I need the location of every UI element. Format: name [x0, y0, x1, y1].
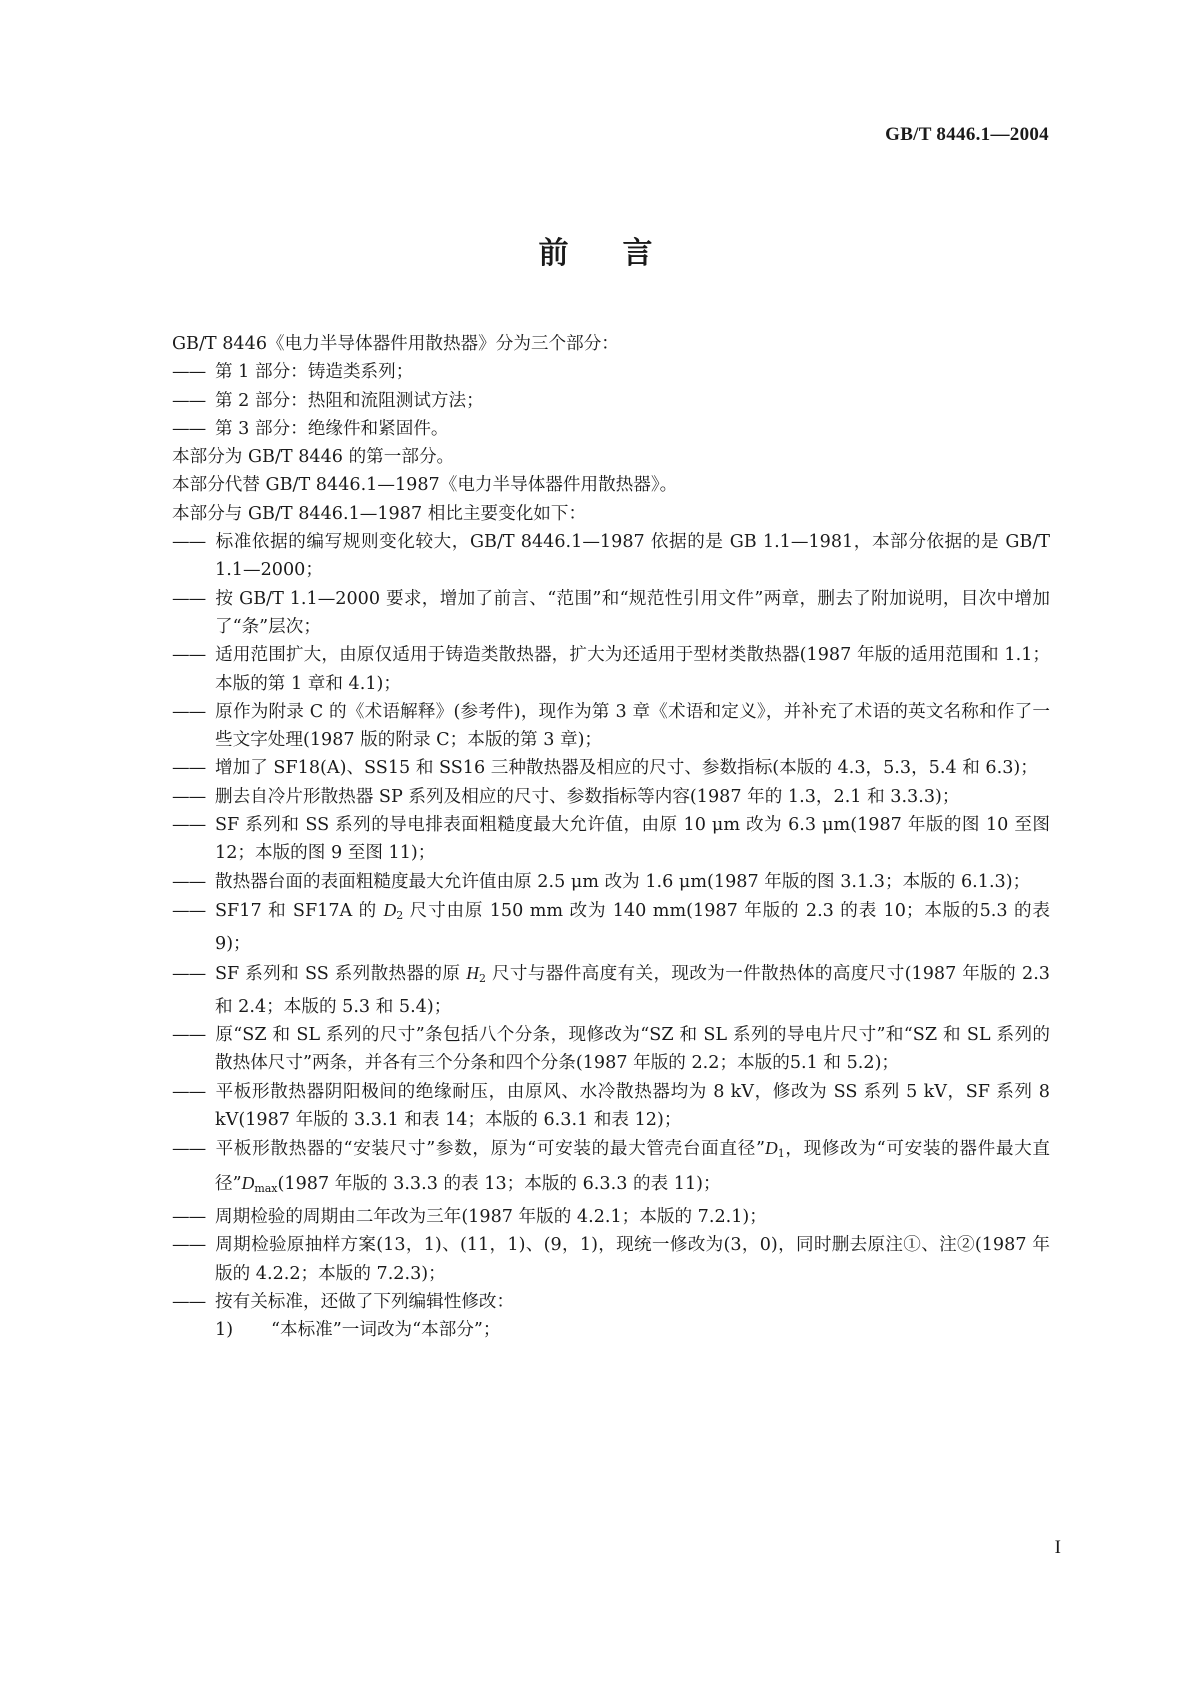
change-item: —— SF 系列和 SS 系列的导电排表面粗糙度最大允许值，由原 10 μm 改为 6.3 μm(1987 年版的图 10 至图 12；本版的图 9 至图 11)； [172, 815, 1050, 864]
change-item: —— 删去自冷片形散热器 SP 系列及相应的尺寸、参数指标等内容(1987 年的 1.3，2.1 和 3.3.3)； [172, 786, 960, 807]
change-item: —— 平板形散热器的“安装尺寸”参数，原为“可安装的最大管壳台面直径$”D_1$，现修改为“可安装的器件最大直径$”D_{max}(1987$ 年版的 3.3.3 的表 13；本版的 6.3.3 的表 11)； [172, 1138, 1051, 1195]
change-item: —— 增加了 SF18(A)、SS15 和 SS16 三种散热器及相应的尺寸、参数指标(本版的 4.3，5.3，5.4 和 6.3)； [172, 758, 1038, 779]
intro-paragraph: 本部分为 GB/T 8446 的第一部分。 [172, 447, 455, 468]
part-item: —— 第 3 部分：绝缘件和紧固件。 [172, 418, 449, 439]
page-title [0, 228, 1191, 272]
edit-item: 1) “本标准”一词改为“本部分”； [215, 1320, 501, 1341]
intro-paragraph: 本部分与 GB/T 8446.1—1987 相比主要变化如下： [172, 503, 587, 524]
intro-paragraph: 本部分代替 GB/T 8446.1—1987《电力半导体器件用散热器》。 [172, 475, 678, 496]
title-char-2: 言 [622, 236, 653, 271]
change-item: —— SF 系列和 SS 系列散热器的原 $H_2$ 尺寸与器件高度有关，现改为一件散热体的高度尺寸(1987 年版的 2.3 和 2.4；本版的 5.3 和 5.4)； [172, 962, 1050, 1017]
change-item: —— 适用范围扩大，由原仅适用于铸造类散热器，扩大为还适用于型材类散热器(1987 年版的适用范围和 1.1；本版的第 1 章和 4.1)； [172, 645, 1050, 694]
change-item: —— 平板形散热器阴阳极间的绝缘耐压，由原风、水冷散热器均为 8 kV，修改为 SS 系列 5 kV，SF 系列 8 kV(1987 年版的 3.3.1 和表 14；本版的 6.3.1 和表 12)； [172, 1081, 1050, 1131]
change-item: —— 按 GB/T 1.1—2000 要求，增加了前言、“范围”和“规范性引用文件”两章，删去了附加说明，目次中增加了“条”层次； [172, 588, 1050, 637]
change-item: —— 周期检验原抽样方案(13，1)、(11，1)、(9，1)，现统一修改为(3，0)，同时删去原注①、注②(1987 年版的 4.2.2；本版的 7.2.3)； [172, 1235, 1050, 1284]
change-item: —— 标准依据的编写规则变化较大，GB/T 8446.1—1987 依据的是 GB 1.1—1981，本部分依据的是 GB/T 1.1—2000； [172, 532, 1050, 581]
part-item: —— 第 2 部分：热阻和流阻测试方法； [172, 390, 484, 411]
change-item: —— 原“SZ 和 SL 系列的尺寸”条包括八个分条，现修改为“SZ 和 SL 系列的导电片尺寸”和“SZ 和 SL 系列的散热体尺寸”两条，并各有三个分条和四个分条(1987 年版的 2.2；本版的5.1 和 5.2)； [172, 1025, 1050, 1074]
part-item: —— 第 1 部分：铸造类系列； [172, 362, 414, 383]
intro-paragraph: GB/T 8446《电力半导体器件用散热器》分为三个部分： [172, 334, 619, 354]
standard-code: GB/T 8446.1—2004 [885, 124, 1049, 145]
change-item: —— 按有关标准，还做了下列编辑性修改： [172, 1291, 515, 1312]
change-item: —— SF17 和 SF17A 的 $D_2$ 尺寸由原 150 mm 改为 140 mm(1987 年版的 2.3 的表 10；本版的5.3 的表 9)； [172, 899, 1050, 955]
foreword-body [172, 330, 1050, 1344]
change-item: —— 周期检验的周期由二年改为三年(1987 年版的 4.2.1；本版的 7.2.1)； [172, 1206, 767, 1227]
change-item: —— 散热器台面的表面粗糙度最大允许值由原 2.5 μm 改为 1.6 μm(1987 年版的图 3.1.3；本版的 6.1.3)； [172, 871, 1031, 892]
title-char-1: 前 [538, 236, 569, 271]
change-item: —— 原作为附录 C 的《术语解释》(参考件)，现作为第 3 章《术语和定义》，并补充了术语的英文名称和作了一些文字处理(1987 版的附录 C；本版的第 3 章)； [172, 701, 1050, 751]
page-number: I [1054, 1537, 1061, 1558]
